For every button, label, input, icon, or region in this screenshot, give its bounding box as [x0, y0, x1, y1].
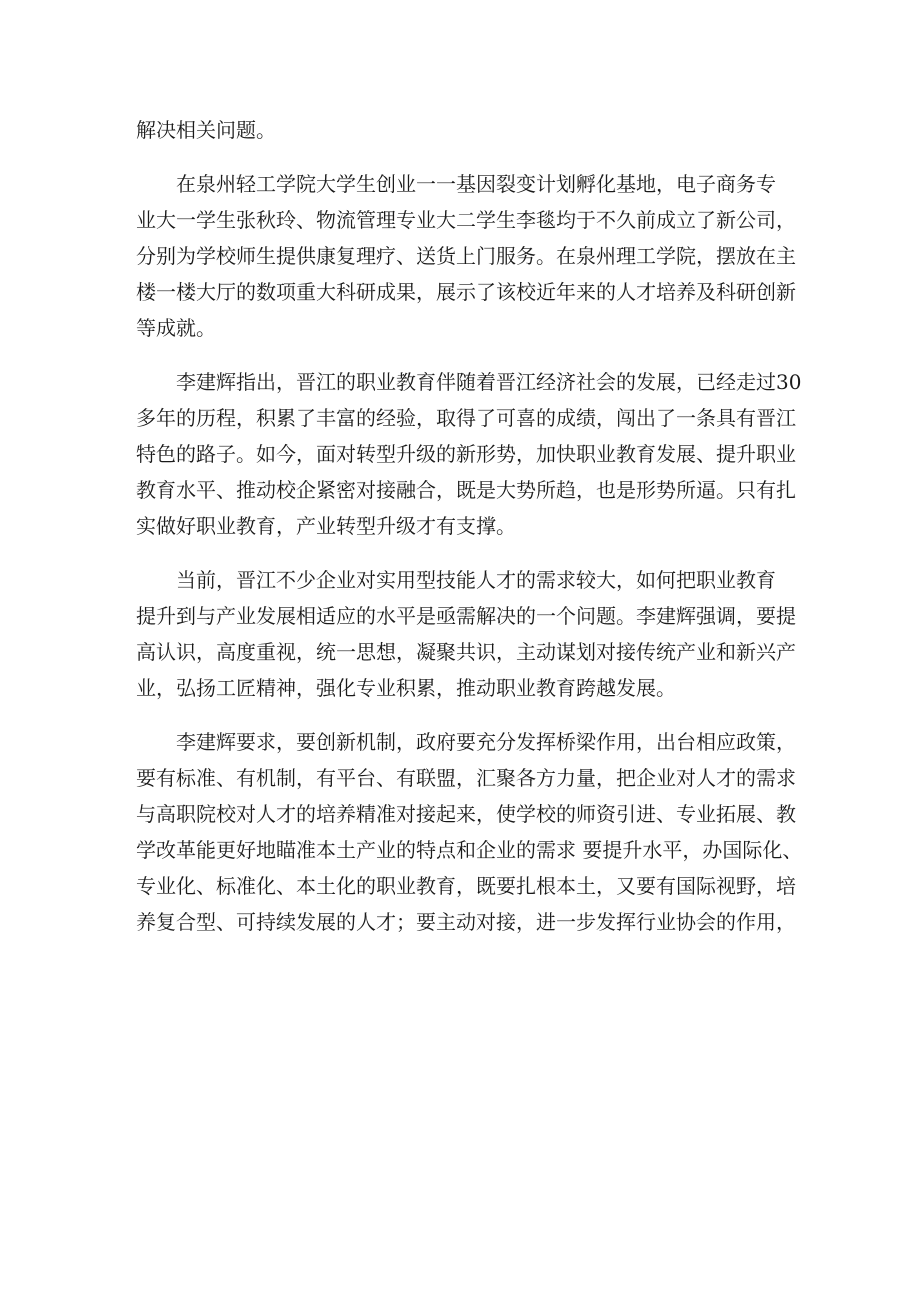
text-line: 专业化、标准化、本土化的职业教育，既要扎根本土，又要有国际视野，培	[136, 874, 796, 898]
text-line: 养复合型、可持续发展的人才；要主动对接，进一步发挥行业协会的作用，	[136, 910, 796, 934]
text-line: 等成就。	[136, 316, 216, 340]
text-line: 教育水平、推动校企紧密对接融合，既是大势所趋，也是形势所逼。只有扎	[136, 478, 796, 502]
text-line: 实做好职业教育，产业转型升级才有支撑。	[136, 514, 516, 538]
text-line: 业，弘扬工匠精神，强化专业积累，推动职业教育跨越发展。	[136, 676, 676, 700]
text-line: 要有标准、有机制，有平台、有联盟，汇聚各方力量，把企业对人才的需求	[136, 766, 796, 790]
text-line: 业大一学生张秋玲、物流管理专业大二学生李毯均于不久前成立了新公司，	[136, 208, 796, 232]
paragraph-5	[136, 724, 803, 940]
text-line: 分别为学校师生提供康复理疗、送货上门服务。在泉州理工学院，摆放在主	[136, 244, 796, 268]
text-line: 李建辉指出，晋江的职业教育伴随着晋江经济社会的发展，已经走过30	[176, 370, 802, 394]
text-line: 多年的历程，积累了丰富的经验，取得了可喜的成绩，闯出了一条具有晋江	[136, 406, 796, 430]
text-line: 特色的路子。如今，面对转型升级的新形势，加快职业教育发展、提升职业	[136, 442, 796, 466]
paragraph-4	[136, 562, 798, 706]
text-line: 在泉州轻工学院大学生创业一一基因裂变计划孵化基地，电子商务专	[176, 172, 776, 196]
paragraph-1	[136, 112, 798, 148]
text-line: 李建辉要求，要创新机制，政府要充分发挥桥梁作用，出台相应政策，	[176, 730, 796, 754]
text-line: 与高职院校对人才的培养精准对接起来，使学校的师资引进、专业拓展、教	[136, 802, 796, 826]
paragraph-3	[136, 364, 802, 544]
paragraph-2	[136, 166, 798, 346]
text-line: 楼一楼大厅的数项重大科研成果，展示了该校近年来的人才培养及科研创新	[136, 280, 796, 304]
text-line: 当前，晋江不少企业对实用型技能人才的需求较大，如何把职业教育	[176, 568, 776, 592]
text-line: 解决相关问题。	[136, 118, 276, 142]
text-line: 提升到与产业发展相适应的水平是亟需解决的一个问题。李建辉强调，要提	[136, 604, 796, 628]
text-line: 学改革能更好地瞄准本土产业的特点和企业的需求 要提升水平，办国际化、	[136, 838, 803, 862]
document-page	[136, 112, 803, 958]
text-line: 高认识，高度重视，统一思想，凝聚共识，主动谋划对接传统产业和新兴产	[136, 640, 796, 664]
